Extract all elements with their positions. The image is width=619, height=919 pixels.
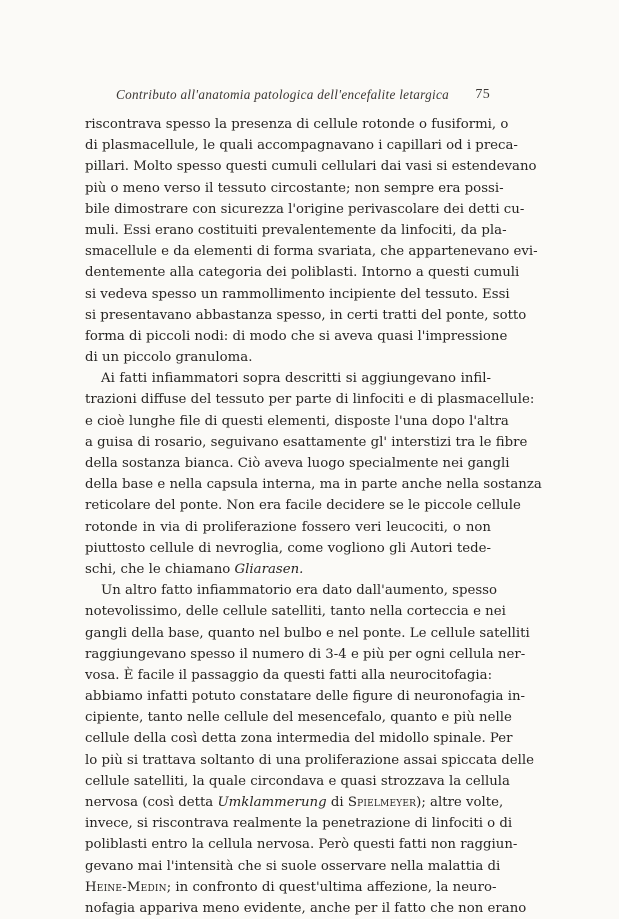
italic-term: Gliarasen. bbox=[234, 561, 304, 577]
text-line: gevano mai l'intensità che si suole osservare nella malattia di bbox=[85, 858, 501, 874]
text-line: si vedeva spesso un rammollimento incipiente del tessuto. Essi bbox=[85, 286, 510, 302]
text-line: vosa. È facile il passaggio da questi fatti alla neurocitofagia: bbox=[85, 667, 493, 683]
text-line: poliblasti entro la cellula nervosa. Però questi fatti non raggiun- bbox=[85, 837, 518, 853]
text-line: e cioè lunghe file di questi elementi, disposte l'una dopo l'altra bbox=[85, 413, 509, 429]
text-line: si presentavano abbastanza spesso, in certi tratti del ponte, sotto bbox=[85, 307, 527, 323]
text-line: piuttosto cellule di nevroglia, come vogliono gli Autori tede- bbox=[85, 540, 491, 556]
text-line: cellule satelliti, la quale circondava e quasi strozzava la cellula bbox=[85, 773, 510, 789]
text-line: a guisa di rosario, seguivano esattamente gl' interstizi tra le fibre bbox=[85, 434, 528, 450]
paragraph-start-line: Un altro fatto infiammatorio era dato dall'aumento, spesso bbox=[101, 583, 498, 599]
text-line bbox=[85, 559, 491, 580]
text-line: dentemente alla categoria dei poliblasti. Intorno a questi cumuli bbox=[85, 265, 520, 281]
running-title: Contributo all'anatomia patologica dell'encefalite letargica bbox=[116, 87, 450, 102]
text-line: della base e nella capsula interna, ma in parte anche nella sostanza bbox=[85, 477, 542, 493]
text-line bbox=[85, 792, 504, 813]
text-line: nofagia appariva meno evidente, anche per il fatto che non erano bbox=[85, 900, 527, 916]
text-line: più o meno verso il tessuto circostante; non sempre era possi- bbox=[85, 180, 504, 196]
running-header bbox=[102, 87, 490, 105]
text-line: cipiente, tanto nelle cellule del mesencefalo, quanto e più nelle bbox=[85, 710, 512, 726]
text-run: ); altre volte, bbox=[416, 795, 504, 810]
text-line: reticolare del ponte. Non era facile decidere se le piccole cellule bbox=[85, 498, 521, 514]
text-line: notevolissimo, delle cellule satelliti, tanto nella corteccia e nei bbox=[85, 604, 506, 620]
text-line: muli. Essi erano costituiti prevalentemente da linfociti, da pla- bbox=[85, 222, 507, 238]
text-line: smacellule e da elementi di forma svariata, che appartenevano evi- bbox=[85, 244, 538, 260]
body-text bbox=[85, 114, 542, 919]
page-number: 75 bbox=[475, 87, 490, 102]
text-line: cellule della così detta zona intermedia del midollo spinale. Per bbox=[85, 731, 513, 747]
text-line: di un piccolo granuloma. bbox=[85, 350, 253, 366]
text-line: trazioni diffuse del tessuto per parte di linfociti e di plasmacellule: bbox=[85, 392, 535, 408]
text-run: ; in confronto di quest'ultima affezione, la neuro- bbox=[166, 879, 497, 895]
text-run: di bbox=[326, 795, 348, 810]
text-line: invece, si riscontrava realmente la penetrazione di linfociti o di bbox=[85, 816, 513, 832]
text-line: gangli della base, quanto nel bulbo e nel ponte. Le cellule satelliti bbox=[85, 625, 530, 641]
text-line: forma di piccoli nodi: di modo che si aveva quasi l'impressione bbox=[85, 328, 508, 344]
text-line: bile dimostrare con sicurezza l'origine perivascolare dei detti cu- bbox=[85, 201, 525, 217]
text-line: lo più si trattava soltanto di una proliferazione assai spiccata delle bbox=[85, 752, 535, 768]
text-run: nervosa (così detta bbox=[85, 795, 218, 810]
text-run: schi, che le chiamano bbox=[85, 561, 235, 577]
text-line: riscontrava spesso la presenza di cellule rotonde o fusiformi, o bbox=[85, 117, 509, 132]
text-line bbox=[85, 877, 497, 898]
author-name: Spielmeyer bbox=[347, 795, 417, 810]
text-line: raggiungevano spesso il numero di 3-4 e più per ogni cellula ner- bbox=[85, 646, 526, 662]
author-name: Heine-Medin bbox=[85, 879, 167, 895]
paragraph-start-line: Ai fatti infiammatori sopra descritti si aggiungevano infil- bbox=[101, 371, 491, 387]
text-line: rotonde in via di proliferazione fossero veri leucociti, o non bbox=[85, 519, 491, 535]
text-line: della sostanza bianca. Ciò aveva luogo specialmente nei gangli bbox=[85, 456, 510, 471]
text-line: abbiamo infatti potuto constatare delle figure di neuronofagia in- bbox=[85, 689, 526, 705]
text-line: pillari. Molto spesso questi cumuli cellulari dai vasi si estendevano bbox=[85, 159, 537, 175]
text-line: di plasmacellule, le quali accompagnavano i capillari od i preca- bbox=[85, 138, 518, 154]
italic-term: Umklammerung bbox=[217, 795, 327, 810]
